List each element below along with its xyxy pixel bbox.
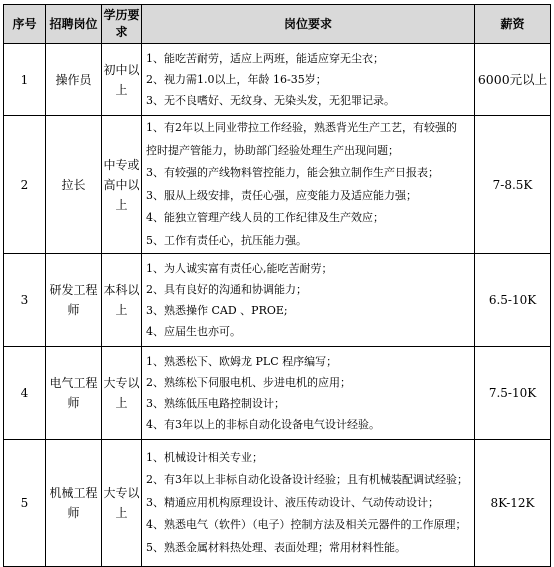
header-education: 学历要求	[102, 5, 142, 44]
requirement-line: 3、服从上级安排，责任心强，应变能力及适应能力强；	[146, 188, 417, 202]
salary-cell: 6.5-10K	[475, 254, 551, 347]
requirement-line: 4、熟悉电气（软件）（电子）控制方法及相关元器件的工作原理；	[146, 518, 467, 532]
header-position: 招聘岗位	[46, 5, 102, 44]
position-cell: 拉长	[46, 116, 102, 254]
requirements-cell	[142, 347, 475, 440]
requirements-cell	[142, 44, 475, 116]
education-cell: 大专以上	[102, 347, 142, 440]
row-number: 4	[4, 347, 46, 440]
requirement-line: 3、熟练低压电路控制设计；	[146, 397, 285, 410]
requirement-line: 3、精通应用机构原理设计、液压传动设计、气动传动设计；	[146, 495, 439, 509]
education-cell: 大专以上	[102, 440, 142, 567]
requirements-cell	[142, 254, 475, 347]
requirement-line: 5、工作有责任心，抗压能力强。	[146, 233, 307, 247]
requirement-line: 4、应届生也亦可。	[146, 325, 241, 338]
education-cell: 本科以上	[102, 254, 142, 347]
table-row	[4, 116, 551, 254]
table-row	[4, 254, 551, 347]
position-cell: 电气工程师	[46, 347, 102, 440]
requirement-line: 2、熟练松下伺服电机、步进电机的应用；	[146, 376, 351, 389]
requirement-line: 控时提产管能力，协助部门经验处理生产出现问题；	[146, 143, 399, 157]
header-requirements: 岗位要求	[142, 5, 475, 44]
requirements-cell	[142, 116, 475, 254]
header-row	[4, 5, 551, 44]
row-number: 5	[4, 440, 46, 567]
salary-cell: 7-8.5K	[475, 116, 551, 254]
requirement-line: 2、具有良好的沟通和协调能力；	[146, 283, 307, 296]
table-row	[4, 44, 551, 116]
salary-cell: 6000元以上	[475, 44, 551, 116]
requirement-line: 2、有3年以上非标自动化设备设计经验；且有机械装配调试经验；	[146, 473, 468, 487]
position-cell: 操作员	[46, 44, 102, 116]
position-cell: 研发工程师	[46, 254, 102, 347]
row-number: 2	[4, 116, 46, 254]
row-number: 3	[4, 254, 46, 347]
job-table	[3, 4, 551, 567]
requirement-line: 1、为人诚实富有责任心,能吃苦耐劳；	[146, 262, 333, 275]
requirement-line: 3、有较强的产线物料管控能力，能会独立制作生产日报表；	[146, 166, 439, 179]
education-cell: 初中以上	[102, 44, 142, 116]
requirement-line: 1、熟悉松下、欧姆龙 PLC 程序编写；	[146, 355, 338, 368]
education-cell: 中专或高中以上	[102, 116, 142, 254]
requirement-line: 3、熟悉操作 CAD 、PROE;	[146, 304, 288, 317]
requirements-cell	[142, 440, 475, 567]
table-row	[4, 440, 551, 567]
table-row	[4, 347, 551, 440]
requirement-line: 3、无不良嗜好、无纹身、无染头发，无犯罪记录。	[146, 94, 395, 107]
header-no: 序号	[4, 5, 46, 44]
header-salary: 薪资	[475, 5, 551, 44]
salary-cell: 7.5-10K	[475, 347, 551, 440]
requirement-line: 1、机械设计相关专业；	[146, 450, 263, 464]
salary-cell: 8K-12K	[475, 440, 551, 567]
requirement-line: 2、视力需1.0以上，年龄 16-35岁；	[146, 73, 327, 86]
requirement-line: 4、能独立管理产线人员的工作纪律及生产效应；	[146, 211, 384, 224]
requirement-line: 4、有3年以上的非标自动化设备电气设计经验。	[146, 418, 380, 431]
position-cell: 机械工程师	[46, 440, 102, 567]
row-number: 1	[4, 44, 46, 116]
requirement-line: 5、熟悉金属材料热处理、表面处理；常用材料性能。	[146, 540, 406, 554]
requirement-line: 1、能吃苦耐劳，适应上两班，能适应穿无尘衣；	[146, 52, 384, 65]
requirement-line: 1、有2年以上同业带拉工作经验，熟悉背光生产工艺，有较强的	[146, 121, 457, 134]
